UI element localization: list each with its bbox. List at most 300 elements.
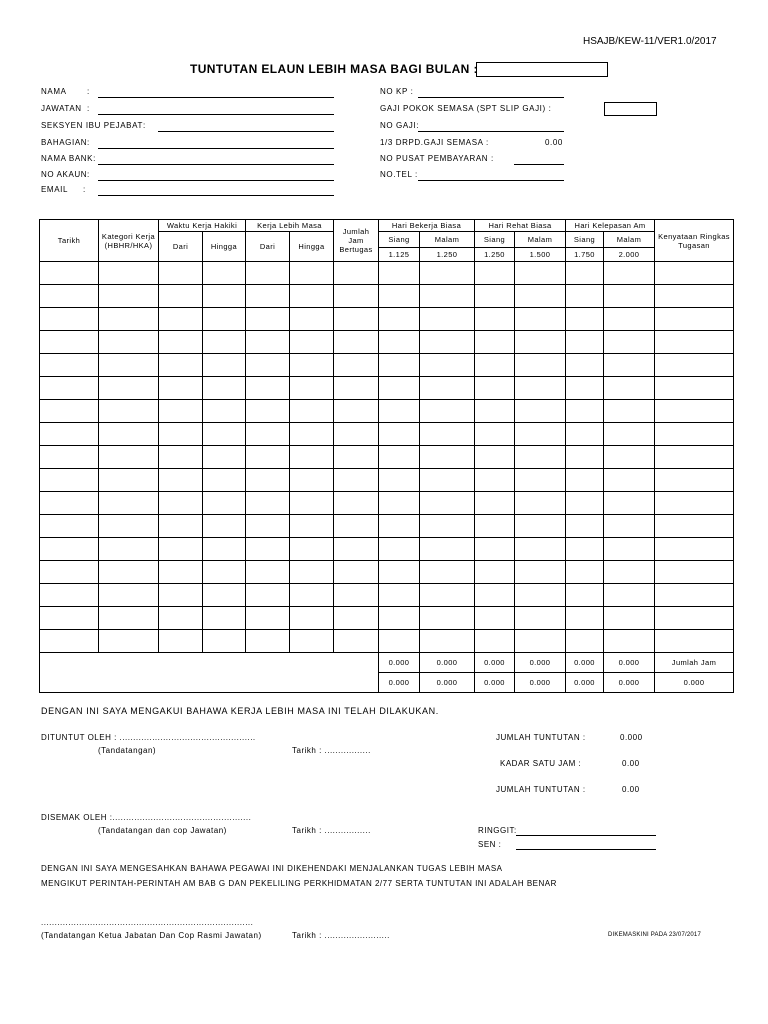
entry-cell[interactable] xyxy=(203,423,246,446)
entry-cell[interactable] xyxy=(420,308,475,331)
entry-cell[interactable] xyxy=(246,400,290,423)
entry-cell[interactable] xyxy=(420,515,475,538)
entry-cell[interactable] xyxy=(566,354,604,377)
entry-cell[interactable] xyxy=(420,400,475,423)
header-dari: Dari xyxy=(246,232,290,262)
entry-cell[interactable] xyxy=(334,607,379,630)
entry-cell[interactable] xyxy=(515,630,566,653)
label-email: EMAIL xyxy=(41,185,69,194)
entry-cell[interactable] xyxy=(159,400,203,423)
entry-cell[interactable] xyxy=(246,423,290,446)
entry-cell[interactable] xyxy=(99,538,159,561)
jawatan-field[interactable] xyxy=(98,114,334,115)
entry-cell[interactable] xyxy=(203,630,246,653)
nama-bank-field[interactable] xyxy=(98,164,334,165)
tarikh-field-2[interactable]: Tarikh : ................. xyxy=(292,826,371,835)
entry-cell[interactable] xyxy=(290,584,334,607)
entry-cell[interactable] xyxy=(203,446,246,469)
entry-cell[interactable] xyxy=(334,515,379,538)
entry-cell[interactable] xyxy=(203,469,246,492)
entry-cell[interactable] xyxy=(566,446,604,469)
entry-cell[interactable] xyxy=(203,492,246,515)
entry-cell[interactable] xyxy=(99,492,159,515)
entry-cell[interactable] xyxy=(420,446,475,469)
entry-cell[interactable] xyxy=(40,538,99,561)
entry-cell[interactable] xyxy=(379,285,420,308)
certification-line-2: MENGIKUT PERINTAH-PERINTAH AM BAB G DAN PEKELILING PERKHIDMATAN 2/77 SERTA TUNTUTAN INI ADALAH BENAR xyxy=(41,879,557,888)
entry-cell[interactable] xyxy=(420,607,475,630)
no-kp-field[interactable] xyxy=(418,97,564,98)
entry-cell[interactable] xyxy=(334,377,379,400)
entry-cell[interactable] xyxy=(99,561,159,584)
entry-cell[interactable] xyxy=(290,331,334,354)
entry-cell[interactable] xyxy=(290,538,334,561)
entry-cell[interactable] xyxy=(420,354,475,377)
entry-cell[interactable] xyxy=(246,285,290,308)
entry-cell[interactable] xyxy=(475,262,515,285)
entry-cell[interactable] xyxy=(475,285,515,308)
table-row xyxy=(40,377,734,400)
entry-cell[interactable] xyxy=(334,262,379,285)
entry-cell[interactable] xyxy=(203,538,246,561)
entry-cell[interactable] xyxy=(246,584,290,607)
nama-field[interactable] xyxy=(98,97,334,98)
entry-cell[interactable] xyxy=(99,331,159,354)
entry-cell[interactable] xyxy=(566,308,604,331)
certification-line-1: DENGAN INI SAYA MENGESAHKAN BAHAWA PEGAWAI INI DIKEHENDAKI MENJALANKAN TUGAS LEBIH MASA xyxy=(41,864,503,873)
table-row xyxy=(40,446,734,469)
entry-cell[interactable] xyxy=(203,515,246,538)
entry-cell[interactable] xyxy=(159,423,203,446)
entry-cell[interactable] xyxy=(379,354,420,377)
rate-cell: 2.000 xyxy=(604,248,655,262)
entry-cell[interactable] xyxy=(159,331,203,354)
entry-cell[interactable] xyxy=(40,584,99,607)
entry-cell[interactable] xyxy=(420,377,475,400)
no-pusat-field[interactable] xyxy=(514,164,564,165)
entry-cell[interactable] xyxy=(604,446,655,469)
entry-cell[interactable] xyxy=(475,469,515,492)
entry-cell[interactable] xyxy=(515,262,566,285)
entry-cell[interactable] xyxy=(334,331,379,354)
ketua-signature-line[interactable]: .............................................................................. xyxy=(41,918,254,927)
entry-cell[interactable] xyxy=(379,446,420,469)
entry-cell[interactable] xyxy=(99,469,159,492)
entry-cell[interactable] xyxy=(604,377,655,400)
entry-cell[interactable] xyxy=(379,400,420,423)
entry-cell[interactable] xyxy=(515,446,566,469)
entry-cell[interactable] xyxy=(566,492,604,515)
entry-cell[interactable] xyxy=(655,469,734,492)
header-kenyataan: Kenyataan Ringkas Tugasan xyxy=(655,220,734,262)
label-nama-bank: NAMA BANK: xyxy=(41,154,96,163)
entry-cell[interactable] xyxy=(290,423,334,446)
entry-cell[interactable] xyxy=(604,584,655,607)
entry-cell[interactable] xyxy=(159,538,203,561)
header-hingga: Hingga xyxy=(290,232,334,262)
entry-cell[interactable] xyxy=(290,515,334,538)
entry-cell[interactable] xyxy=(604,262,655,285)
entry-cell[interactable] xyxy=(99,400,159,423)
entry-cell[interactable] xyxy=(246,354,290,377)
entry-cell[interactable] xyxy=(604,354,655,377)
entry-cell[interactable] xyxy=(334,561,379,584)
entry-cell[interactable] xyxy=(655,630,734,653)
entry-cell[interactable] xyxy=(420,630,475,653)
entry-cell[interactable] xyxy=(290,308,334,331)
entry-cell[interactable] xyxy=(203,607,246,630)
entry-cell[interactable] xyxy=(334,538,379,561)
entry-cell[interactable] xyxy=(475,423,515,446)
entry-cell[interactable] xyxy=(246,446,290,469)
colon: : xyxy=(83,185,86,194)
entry-cell[interactable] xyxy=(420,331,475,354)
entry-cell[interactable] xyxy=(246,308,290,331)
entry-cell[interactable] xyxy=(655,377,734,400)
month-input-box[interactable] xyxy=(476,62,608,77)
entry-cell[interactable] xyxy=(40,377,99,400)
entry-cell[interactable] xyxy=(290,400,334,423)
entry-cell[interactable] xyxy=(379,630,420,653)
entry-cell[interactable] xyxy=(290,354,334,377)
entry-cell[interactable] xyxy=(246,561,290,584)
entry-cell[interactable] xyxy=(379,584,420,607)
entry-cell[interactable] xyxy=(40,561,99,584)
tandatangan-label: (Tandatangan) xyxy=(98,746,157,755)
label-no-tel: NO.TEL : xyxy=(380,170,418,179)
entry-cell[interactable] xyxy=(379,492,420,515)
entry-cell[interactable] xyxy=(604,285,655,308)
colon: : xyxy=(143,121,146,130)
entry-cell[interactable] xyxy=(290,561,334,584)
entry-cell[interactable] xyxy=(604,423,655,446)
entry-cell[interactable] xyxy=(475,377,515,400)
entry-cell[interactable] xyxy=(40,423,99,446)
ringgit-field[interactable] xyxy=(516,835,656,836)
entry-cell[interactable] xyxy=(604,607,655,630)
entry-cell[interactable] xyxy=(99,584,159,607)
entry-cell[interactable] xyxy=(566,469,604,492)
entry-cell[interactable] xyxy=(99,515,159,538)
entry-cell[interactable] xyxy=(515,423,566,446)
entry-cell[interactable] xyxy=(475,538,515,561)
entry-cell[interactable] xyxy=(566,515,604,538)
gaji-third-value: 0.00 xyxy=(545,138,563,147)
entry-cell[interactable] xyxy=(655,561,734,584)
totals-spacer xyxy=(40,653,379,673)
entry-cell[interactable] xyxy=(604,538,655,561)
entry-cell[interactable] xyxy=(655,515,734,538)
entry-cell[interactable] xyxy=(99,423,159,446)
entry-cell[interactable] xyxy=(159,308,203,331)
entry-cell[interactable] xyxy=(379,377,420,400)
total-cell: 0.000 xyxy=(475,653,515,673)
entry-cell[interactable] xyxy=(655,584,734,607)
header-hari-kelepasan: Hari Kelepasan Am xyxy=(566,220,655,232)
entry-cell[interactable] xyxy=(334,584,379,607)
entry-cell[interactable] xyxy=(40,492,99,515)
header-malam: Malam xyxy=(515,232,566,248)
entry-cell[interactable] xyxy=(475,584,515,607)
entry-cell[interactable] xyxy=(40,285,99,308)
entry-cell[interactable] xyxy=(420,469,475,492)
entry-cell[interactable] xyxy=(379,423,420,446)
entry-cell[interactable] xyxy=(290,607,334,630)
entry-cell[interactable] xyxy=(334,400,379,423)
entry-cell[interactable] xyxy=(40,262,99,285)
entry-cell[interactable] xyxy=(566,630,604,653)
entry-cell[interactable] xyxy=(655,607,734,630)
table-row xyxy=(40,538,734,561)
entry-cell[interactable] xyxy=(515,492,566,515)
header-hingga: Hingga xyxy=(203,232,246,262)
entry-cell[interactable] xyxy=(159,492,203,515)
tarikh-field-1[interactable]: Tarikh : ................. xyxy=(292,746,371,755)
rate-cell: 1.750 xyxy=(566,248,604,262)
entry-cell[interactable] xyxy=(203,354,246,377)
entry-cell[interactable] xyxy=(604,400,655,423)
entry-cell[interactable] xyxy=(290,492,334,515)
entry-cell[interactable] xyxy=(99,607,159,630)
entry-cell[interactable] xyxy=(203,377,246,400)
entry-cell[interactable] xyxy=(99,377,159,400)
entry-cell[interactable] xyxy=(655,262,734,285)
entry-cell[interactable] xyxy=(99,354,159,377)
entry-cell[interactable] xyxy=(515,377,566,400)
entry-cell[interactable] xyxy=(334,446,379,469)
entry-cell[interactable] xyxy=(475,492,515,515)
entry-cell[interactable] xyxy=(655,331,734,354)
entry-cell[interactable] xyxy=(159,354,203,377)
seksyen-field[interactable] xyxy=(158,131,334,132)
entry-cell[interactable] xyxy=(655,308,734,331)
no-tel-field[interactable] xyxy=(418,180,564,181)
table-row xyxy=(40,354,734,377)
total-cell: 0.000 xyxy=(420,673,475,693)
entry-cell[interactable] xyxy=(203,584,246,607)
entry-cell[interactable] xyxy=(420,584,475,607)
table-row xyxy=(40,423,734,446)
entry-cell[interactable] xyxy=(566,285,604,308)
entry-cell[interactable] xyxy=(40,469,99,492)
entry-cell[interactable] xyxy=(246,377,290,400)
entry-cell[interactable] xyxy=(99,262,159,285)
total-cell: 0.000 xyxy=(379,653,420,673)
jumlah-jam-value: 0.000 xyxy=(655,673,734,693)
entry-cell[interactable] xyxy=(515,308,566,331)
entry-cell[interactable] xyxy=(475,515,515,538)
entry-cell[interactable] xyxy=(40,331,99,354)
entry-cell[interactable] xyxy=(40,515,99,538)
entry-cell[interactable] xyxy=(566,607,604,630)
entry-cell[interactable] xyxy=(515,561,566,584)
header-jumlah-jam-bertugas: Jumlah Jam Bertugas xyxy=(334,220,379,262)
entry-cell[interactable] xyxy=(604,469,655,492)
entry-cell[interactable] xyxy=(334,492,379,515)
entry-cell[interactable] xyxy=(334,423,379,446)
entry-cell[interactable] xyxy=(475,561,515,584)
entry-cell[interactable] xyxy=(655,446,734,469)
entry-cell[interactable] xyxy=(159,469,203,492)
entry-cell[interactable] xyxy=(159,607,203,630)
entry-cell[interactable] xyxy=(515,607,566,630)
entry-cell[interactable] xyxy=(246,607,290,630)
entry-cell[interactable] xyxy=(246,515,290,538)
entry-cell[interactable] xyxy=(604,561,655,584)
entry-cell[interactable] xyxy=(566,377,604,400)
entry-cell[interactable] xyxy=(159,377,203,400)
entry-cell[interactable] xyxy=(379,538,420,561)
entry-cell[interactable] xyxy=(566,400,604,423)
entry-cell[interactable] xyxy=(246,538,290,561)
entry-cell[interactable] xyxy=(566,584,604,607)
label-seksyen: SEKSYEN IBU PEJABAT xyxy=(41,121,143,130)
entry-cell[interactable] xyxy=(655,538,734,561)
entry-cell[interactable] xyxy=(246,331,290,354)
entry-cell[interactable] xyxy=(515,538,566,561)
kadar-value: 0.00 xyxy=(622,759,640,768)
entry-cell[interactable] xyxy=(420,492,475,515)
entry-cell[interactable] xyxy=(475,446,515,469)
entry-cell[interactable] xyxy=(379,607,420,630)
entry-cell[interactable] xyxy=(290,377,334,400)
entry-cell[interactable] xyxy=(40,630,99,653)
entry-cell[interactable] xyxy=(290,262,334,285)
entry-cell[interactable] xyxy=(99,285,159,308)
no-akaun-field[interactable] xyxy=(98,180,334,181)
entry-cell[interactable] xyxy=(40,308,99,331)
no-gaji-field[interactable] xyxy=(418,131,564,132)
entry-cell[interactable] xyxy=(475,400,515,423)
entry-cell[interactable] xyxy=(203,308,246,331)
entry-cell[interactable] xyxy=(246,630,290,653)
bahagian-field[interactable] xyxy=(98,148,334,149)
entry-cell[interactable] xyxy=(203,262,246,285)
entry-cell[interactable] xyxy=(159,630,203,653)
entry-cell[interactable] xyxy=(290,630,334,653)
entry-cell[interactable] xyxy=(40,400,99,423)
table-row xyxy=(40,262,734,285)
entry-cell[interactable] xyxy=(379,331,420,354)
entry-cell[interactable] xyxy=(420,538,475,561)
email-field[interactable] xyxy=(98,195,334,196)
entry-cell[interactable] xyxy=(246,492,290,515)
sen-field[interactable] xyxy=(516,849,656,850)
entry-cell[interactable] xyxy=(475,331,515,354)
entry-cell[interactable] xyxy=(420,561,475,584)
entry-cell[interactable] xyxy=(334,469,379,492)
entry-cell[interactable] xyxy=(515,400,566,423)
entry-cell[interactable] xyxy=(379,561,420,584)
entry-cell[interactable] xyxy=(475,354,515,377)
entry-cell[interactable] xyxy=(515,584,566,607)
entry-cell[interactable] xyxy=(475,607,515,630)
header-hari-rehat: Hari Rehat Biasa xyxy=(475,220,566,232)
sen-label: SEN : xyxy=(478,840,502,849)
table-row xyxy=(40,561,734,584)
entry-cell[interactable] xyxy=(566,561,604,584)
entry-cell[interactable] xyxy=(420,285,475,308)
label-jawatan: JAWATAN xyxy=(41,104,82,113)
entry-cell[interactable] xyxy=(99,308,159,331)
entry-cell[interactable] xyxy=(159,446,203,469)
entry-cell[interactable] xyxy=(515,515,566,538)
entry-cell[interactable] xyxy=(203,400,246,423)
entry-cell[interactable] xyxy=(159,584,203,607)
entry-cell[interactable] xyxy=(379,308,420,331)
entry-cell[interactable] xyxy=(515,331,566,354)
entry-cell[interactable] xyxy=(203,561,246,584)
entry-cell[interactable] xyxy=(566,423,604,446)
entry-cell[interactable] xyxy=(566,331,604,354)
entry-cell[interactable] xyxy=(655,354,734,377)
entry-cell[interactable] xyxy=(475,630,515,653)
entry-cell[interactable] xyxy=(159,561,203,584)
entry-cell[interactable] xyxy=(515,469,566,492)
entry-cell[interactable] xyxy=(99,630,159,653)
entry-cell[interactable] xyxy=(290,285,334,308)
entry-cell[interactable] xyxy=(379,262,420,285)
entry-cell[interactable] xyxy=(604,331,655,354)
entry-cell[interactable] xyxy=(334,630,379,653)
entry-cell[interactable] xyxy=(566,262,604,285)
rate-cell: 1.125 xyxy=(379,248,420,262)
entry-cell[interactable] xyxy=(655,492,734,515)
rate-cell: 1.250 xyxy=(420,248,475,262)
entry-cell[interactable] xyxy=(203,285,246,308)
entry-cell[interactable] xyxy=(246,262,290,285)
ringgit-label: RINGGIT: xyxy=(478,826,517,835)
entry-cell[interactable] xyxy=(604,630,655,653)
gaji-pokok-box[interactable] xyxy=(604,102,657,116)
entry-cell[interactable] xyxy=(475,308,515,331)
entry-cell[interactable] xyxy=(159,515,203,538)
kadar-label: KADAR SATU JAM : xyxy=(500,759,582,768)
jumlah-tuntutan-label-2: JUMLAH TUNTUTAN : xyxy=(496,785,586,794)
entry-cell[interactable] xyxy=(246,469,290,492)
entry-cell[interactable] xyxy=(159,262,203,285)
entry-cell[interactable] xyxy=(379,469,420,492)
label-no-kp: NO KP : xyxy=(380,87,414,96)
entry-cell[interactable] xyxy=(40,446,99,469)
label-gaji-pokok: GAJI POKOK SEMASA (SPT SLIP GAJI) : xyxy=(380,104,552,113)
entry-cell[interactable] xyxy=(655,423,734,446)
entry-cell[interactable] xyxy=(40,354,99,377)
entry-cell[interactable] xyxy=(655,400,734,423)
entry-cell[interactable] xyxy=(655,285,734,308)
entry-cell[interactable] xyxy=(566,538,604,561)
entry-cell[interactable] xyxy=(334,308,379,331)
entry-cell[interactable] xyxy=(604,492,655,515)
entry-cell[interactable] xyxy=(290,469,334,492)
entry-cell[interactable] xyxy=(515,354,566,377)
entry-cell[interactable] xyxy=(99,446,159,469)
entry-cell[interactable] xyxy=(420,262,475,285)
entry-cell[interactable] xyxy=(203,331,246,354)
entry-cell[interactable] xyxy=(604,515,655,538)
label-bahagian: BAHAGIAN xyxy=(41,138,88,147)
entry-cell[interactable] xyxy=(290,446,334,469)
entry-cell[interactable] xyxy=(159,285,203,308)
entry-cell[interactable] xyxy=(334,354,379,377)
entry-cell[interactable] xyxy=(515,285,566,308)
entry-cell[interactable] xyxy=(604,308,655,331)
entry-cell[interactable] xyxy=(40,607,99,630)
entry-cell[interactable] xyxy=(420,423,475,446)
entry-cell[interactable] xyxy=(379,515,420,538)
entry-cell[interactable] xyxy=(334,285,379,308)
tarikh-field-3[interactable]: Tarikh : ........................ xyxy=(292,931,390,940)
